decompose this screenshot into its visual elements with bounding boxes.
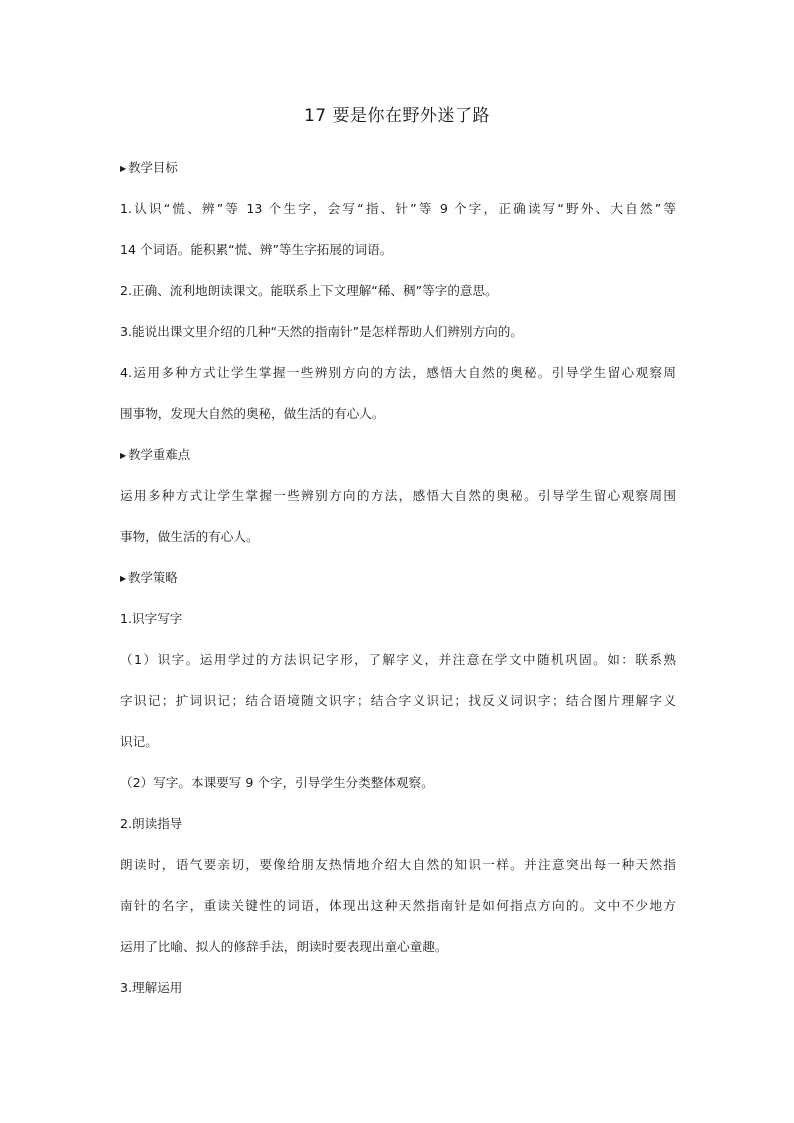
section-heading-goals [120,147,676,188]
section-heading-text: 教学策略 [128,570,178,585]
document-body [120,147,676,1008]
paragraph-line: 识记。 [120,734,158,749]
triangle-bullet-icon: ▶ [120,451,127,460]
paragraph-line: 事物，做生活的有心人。 [120,529,259,544]
paragraph-line: 围事物，发现大自然的奥秘，做生活的有心人。 [120,406,385,421]
paragraph-line: 4.运用多种方式让学生掌握一些辨别方向的方法，感悟大自然的奥秘。引导学生留心观察周 [120,365,676,380]
triangle-bullet-icon: ▶ [120,574,127,583]
section-heading-difficulties [120,434,676,475]
paragraph-line: 运用多种方式让学生掌握一些辨别方向的方法，感悟大自然的奥秘。引导学生留心观察周围 [120,488,676,503]
page-title: 17 要是你在野外迷了路 [303,106,491,126]
paragraph-line: 14 个词语。能积累“慌、辨”等生字拓展的词语。 [120,242,393,257]
paragraph-line: 3.能说出课文里介绍的几种“天然的指南针”是怎样帮助人们辨别方向的。 [120,324,523,339]
section-heading-text: 教学重难点 [128,447,191,462]
paragraph-line: 朗读时，语气要亲切，要像给朋友热情地介绍大自然的知识一样。并注意突出每一种天然指 [120,857,676,872]
section-heading-strategy [120,557,676,598]
paragraph-line: 2.正确、流利地朗读课文。能联系上下文理解“稀、稠”等字的意思。 [120,283,498,298]
paragraph-line: 南针的名字，重读关键性的词语，体现出这种天然指南针是如何指点方向的。文中不少地方 [120,898,676,913]
subheading: 2.朗读指导 [120,816,183,831]
paragraph-line: 1.认识“慌、辨”等 13 个生字，会写“指、针”等 9 个字，正确读写“野外、大自然”等 [120,201,676,216]
paragraph-line: 字识记；扩词识记；结合语境随文识字；结合字义识记；找反义词识字；结合图片理解字义 [120,693,676,708]
paragraph-line: 运用了比喻、拟人的修辞手法，朗读时要表现出童心童趣。 [120,939,448,954]
paragraph-line: （1）识字。运用学过的方法识记字形，了解字义，并注意在学文中随机巩固。如：联系熟 [120,652,676,667]
triangle-bullet-icon: ▶ [120,164,127,173]
section-heading-text: 教学目标 [128,160,178,175]
paragraph-line: （2）写字。本课要写 9 个字，引导学生分类整体观察。 [120,775,434,790]
subheading: 3.理解运用 [120,980,183,995]
subheading: 1.识字写字 [120,611,183,626]
